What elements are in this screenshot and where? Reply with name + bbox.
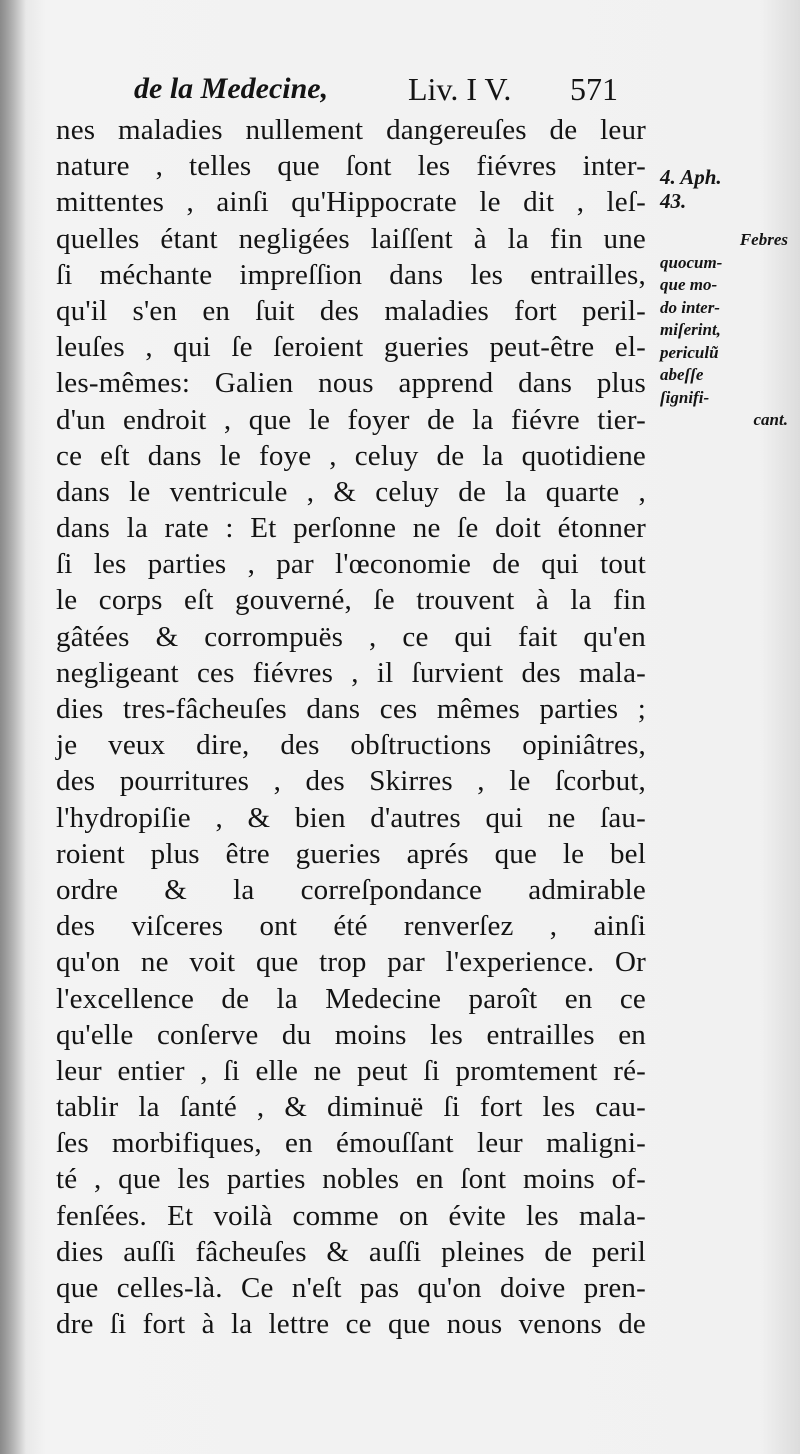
margin-note-quote-line: miſerint, xyxy=(660,320,721,339)
text-line: des viſceres ont été renverſez , ainſi xyxy=(56,910,646,943)
text-line: d'un endroit , que le foyer de la fiévre tier- xyxy=(56,403,646,436)
text-line: tablir la ſanté , & diminuë ſi fort les cau- xyxy=(56,1091,646,1124)
text-line: té , que les parties nobles en ſont moins of- xyxy=(56,1163,646,1196)
body-text xyxy=(56,112,646,1342)
text-line: ordre & la correſpondance admirable xyxy=(56,873,646,906)
margin-note-reference xyxy=(660,165,796,213)
book-number: Liv. I V. xyxy=(408,71,512,107)
text-line: le corps eſt gouverné, ſe trouvent à la fin xyxy=(56,584,646,617)
margin-note-quote-line: ſignifi- xyxy=(660,387,710,407)
text-line: dans le ventricule , & celuy de la quarte , xyxy=(56,475,646,508)
text-line: ce eſt dans le foye , celuy de la quotidiene xyxy=(56,439,646,472)
text-line: je veux dire, des obſtructions opiniâtres, xyxy=(56,729,646,762)
text-line: ſi méchante impreſſion dans les entrailles, xyxy=(56,258,646,291)
text-line: fenſées. Et voilà comme on évite les mala- xyxy=(56,1199,646,1232)
margin-note-quote-line: periculũ xyxy=(660,342,719,362)
text-line: ſi les parties , par l'œconomie de qui tout xyxy=(56,548,646,581)
text-line: quelles étant negligées laiſſent à la fin une xyxy=(56,222,646,255)
margin-note-quote-line: cant. xyxy=(753,410,788,429)
text-line: leuſes , qui ſe ſeroient gueries peut-être el- xyxy=(56,331,646,364)
text-line: nes maladies nullement dangereuſes de leur xyxy=(56,114,646,146)
text-line: qu'on ne voit que trop par l'experience. Or xyxy=(56,946,646,979)
text-line: l'excellence de la Medecine paroît en ce xyxy=(56,982,646,1015)
margin-note-quote-line: Febres xyxy=(739,230,788,249)
text-line: roient plus être gueries aprés que le bel xyxy=(56,837,646,870)
text-line: dies tres-fâcheuſes dans ces mêmes parties ; xyxy=(56,693,646,725)
page-number: 571 xyxy=(570,71,618,107)
margin-note-reference-line: 43. xyxy=(660,189,687,213)
margin-note-quote-line: que mo- xyxy=(660,275,718,294)
running-title: de la Medecine, xyxy=(134,72,329,105)
margin-note-quote-line: quocum- xyxy=(660,252,723,272)
text-line: mittentes , ainſi qu'Hippocrate le dit , leſ- xyxy=(56,186,646,219)
text-line: qu'il s'en en ſuit des maladies fort peril- xyxy=(56,294,646,327)
margin-note-quote-line: do inter- xyxy=(660,297,720,317)
text-line: que celles-là. Ce n'eſt pas qu'on doive pren- xyxy=(56,1272,646,1304)
text-line: des pourritures , des Skirres , le ſcorbut, xyxy=(56,765,646,798)
text-line: l'hydropiſie , & bien d'autres qui ne ſau- xyxy=(56,801,646,834)
page-gutter-shadow xyxy=(0,0,26,1454)
text-line: dans la rate : Et perſonne ne ſe doit étonner xyxy=(56,512,646,545)
text-line: nature , telles que ſont les fiévres inter- xyxy=(56,150,646,183)
text-line: gâtées & corrompuës , ce qui fait qu'en xyxy=(56,620,646,653)
text-line: les-mêmes: Galien nous apprend dans plus xyxy=(56,367,646,400)
text-line: leur entier , ſi elle ne peut ſi promtement ré- xyxy=(56,1054,646,1087)
text-line: dre ſi fort à la lettre ce que nous venons de xyxy=(56,1308,646,1341)
text-line: dies auſſi fâcheuſes & auſſi pleines de peril xyxy=(56,1235,646,1268)
text-line: qu'elle conſerve du moins les entrailles en xyxy=(56,1018,646,1051)
margin-note-reference-line: 4. Aph. xyxy=(660,165,722,189)
text-line: ſes morbifiques, en émouſſant leur maligni- xyxy=(56,1127,646,1160)
margin-note-quote xyxy=(660,229,796,432)
text-line: negligeant ces fiévres , il ſurvient des mala- xyxy=(56,656,646,689)
margin-note-quote-line: abeſſe xyxy=(660,365,704,384)
margin-note xyxy=(660,165,796,432)
